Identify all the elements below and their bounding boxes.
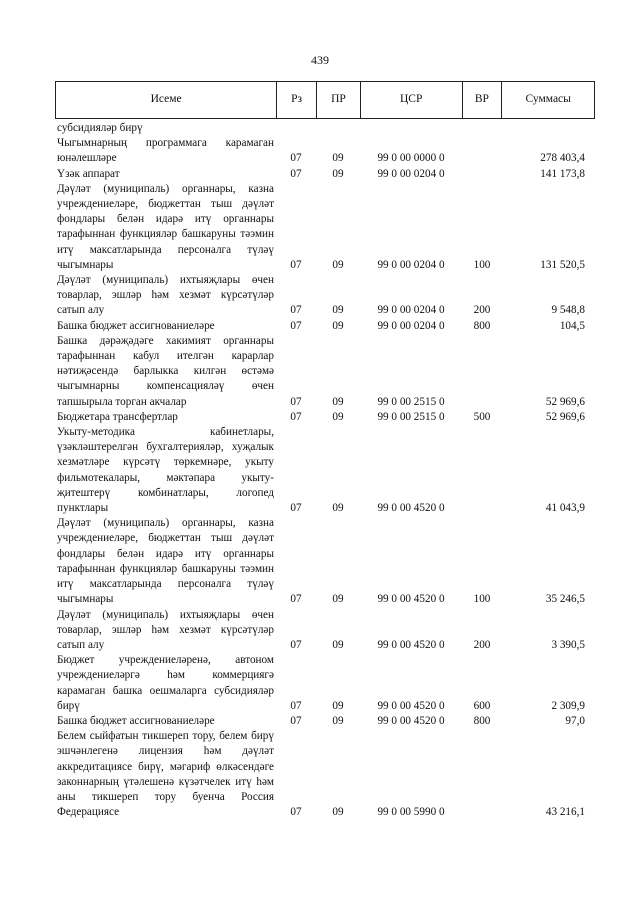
- row-vr: 100: [473, 593, 491, 606]
- row-name: Башка дәрәҗәдәге хакимият органнары тарафыннан кабул ителгән карарлар нәтиҗәсендә барлыкка килгән өстәмә чыгымнарны компенсацияләү өчен тапшырыла торган акчалар: [57, 334, 274, 408]
- row-csr: 99 0 00 0000 0: [377, 152, 445, 165]
- table-row: [55, 182, 595, 273]
- row-csr: 99 0 00 5990 0: [377, 806, 445, 819]
- row-csr: 99 0 00 0204 0: [377, 304, 445, 317]
- row-name: Башка бюджет ассигнованиеләре: [57, 319, 215, 332]
- row-sum: 52 969,6: [545, 410, 585, 423]
- table-body: [55, 119, 595, 820]
- row-pr: 09: [332, 152, 344, 165]
- row-rz: 07: [290, 699, 302, 712]
- row-sum: 9 548,8: [551, 304, 585, 317]
- row-vr: 200: [473, 304, 491, 317]
- row-csr: 99 0 00 4520 0: [377, 714, 445, 727]
- table-row: [55, 729, 595, 820]
- header-sum: Суммасы: [501, 82, 594, 118]
- row-sum: 141 173,8: [540, 167, 585, 180]
- row-pr: 09: [332, 806, 344, 819]
- table-header: [55, 81, 595, 119]
- row-rz: 07: [290, 395, 302, 408]
- row-rz: 07: [290, 502, 302, 515]
- row-csr: 99 0 00 4520 0: [377, 502, 445, 515]
- row-name: Бюджет учреждениеләренә, автоном учреждениеләргә һәм коммерциягә карамаган башка оешмаларга субсидияләр бирү: [57, 654, 274, 712]
- header-name: Исеме: [150, 93, 182, 106]
- row-sum: 278 403,4: [540, 152, 585, 165]
- row-rz: 07: [290, 167, 302, 180]
- row-vr: 800: [473, 714, 491, 727]
- row-vr: 500: [473, 410, 491, 423]
- row-csr: 99 0 00 4520 0: [377, 593, 445, 606]
- row-name: Үзәк аппарат: [57, 167, 120, 180]
- table-row: [55, 653, 595, 714]
- row-rz: 07: [290, 258, 302, 271]
- table-row: [55, 167, 595, 182]
- header-csr: ЦСР: [360, 82, 462, 118]
- row-sum: 35 246,5: [545, 593, 585, 606]
- row-pr: 09: [332, 167, 344, 180]
- row-pr: 09: [332, 410, 344, 423]
- row-rz: 07: [290, 593, 302, 606]
- row-name: Дәүләт (муниципаль) органнары, казна учреждениеләре, бюджеттан тыш дәүләт фондлары белән идарә итү органнары тарафыннан функцияләр башкаруны тәэмин итү максатларында персоналга түләү чыгымнары: [57, 517, 274, 606]
- row-sum: 97,0: [565, 714, 585, 727]
- table-row: [55, 273, 595, 319]
- header-pr: ПР: [316, 82, 360, 118]
- table-row: [55, 121, 595, 136]
- row-name: Чыгымнарның программага карамаган юнәлешләре: [57, 137, 274, 165]
- row-pr: 09: [332, 304, 344, 317]
- row-pr: 09: [332, 593, 344, 606]
- row-name: Дәүләт (муниципаль) ихтыяҗлары өчен товарлар, эшләр һәм хезмәт күрсәтүләр сатып алу: [57, 608, 274, 651]
- row-name: Укыту-методика кабинетлары, үзәкләштерелгән бухгалтерияләр, хуҗалык хезмәтләре күрсәтү төркемнәре, укыту фильмотекалары, мәктәпара укыту-җитештерү комбинатлары, логопед пунктлары: [57, 426, 274, 515]
- page-number: 439: [311, 53, 329, 67]
- row-pr: 09: [332, 714, 344, 727]
- row-csr: 99 0 00 0204 0: [377, 319, 445, 332]
- row-pr: 09: [332, 395, 344, 408]
- row-pr: 09: [332, 502, 344, 515]
- header-rz: Рз: [276, 82, 316, 118]
- row-rz: 07: [290, 410, 302, 423]
- table-row: [55, 410, 595, 425]
- row-pr: 09: [332, 638, 344, 651]
- table-row: [55, 319, 595, 334]
- table-row: [55, 714, 595, 729]
- row-pr: 09: [332, 319, 344, 332]
- table-row: [55, 136, 595, 166]
- row-vr: 100: [473, 258, 491, 271]
- row-rz: 07: [290, 319, 302, 332]
- table-row: [55, 334, 595, 410]
- row-sum: 41 043,9: [545, 502, 585, 515]
- row-rz: 07: [290, 638, 302, 651]
- row-name: Дәүләт (муниципаль) ихтыяҗлары өчен товарлар, эшләр һәм хезмәт күрсәтүләр сатып алу: [57, 274, 274, 317]
- row-vr: 800: [473, 319, 491, 332]
- row-csr: 99 0 00 4520 0: [377, 638, 445, 651]
- row-pr: 09: [332, 258, 344, 271]
- header-vr: ВР: [462, 82, 502, 118]
- table-row: [55, 516, 595, 607]
- row-sum: 43 216,1: [545, 806, 585, 819]
- row-name: Белем сыйфатын тикшереп тору, белем бирү эшчәнлегенә лицензия һәм дәүләт аккредитациясе бирү, мәгариф өлкәсендәге законнарның үтәлешенә күзәтчелек итү һәм аны тикшереп тору буенча Россия Федерациясе: [57, 730, 274, 819]
- table-row: [55, 425, 595, 516]
- row-pr: 09: [332, 699, 344, 712]
- budget-table: [55, 81, 595, 820]
- row-rz: 07: [290, 304, 302, 317]
- row-name: Дәүләт (муниципаль) органнары, казна учреждениеләре, бюджеттан тыш дәүләт фондлары белән идарә итү органнары тарафыннан функцияләр башкаруны тәэмин итү максатларында персоналга түләү чыгымнары: [57, 182, 274, 271]
- row-sum: 2 309,9: [551, 699, 585, 712]
- row-rz: 07: [290, 152, 302, 165]
- row-name: субсидияләр бирү: [57, 122, 143, 134]
- row-sum: 52 969,6: [545, 395, 585, 408]
- row-name: Бюджетара трансфертлар: [57, 410, 178, 423]
- row-csr: 99 0 00 4520 0: [377, 699, 445, 712]
- row-csr: 99 0 00 2515 0: [377, 395, 445, 408]
- row-sum: 3 390,5: [551, 638, 585, 651]
- row-sum: 104,5: [559, 319, 585, 332]
- row-sum: 131 520,5: [540, 258, 585, 271]
- row-vr: 600: [473, 699, 491, 712]
- table-row: [55, 608, 595, 654]
- row-name: Башка бюджет ассигнованиеләре: [57, 714, 215, 727]
- row-csr: 99 0 00 0204 0: [377, 258, 445, 271]
- row-rz: 07: [290, 714, 302, 727]
- row-csr: 99 0 00 0204 0: [377, 167, 445, 180]
- row-vr: 200: [473, 638, 491, 651]
- row-rz: 07: [290, 806, 302, 819]
- row-csr: 99 0 00 2515 0: [377, 410, 445, 423]
